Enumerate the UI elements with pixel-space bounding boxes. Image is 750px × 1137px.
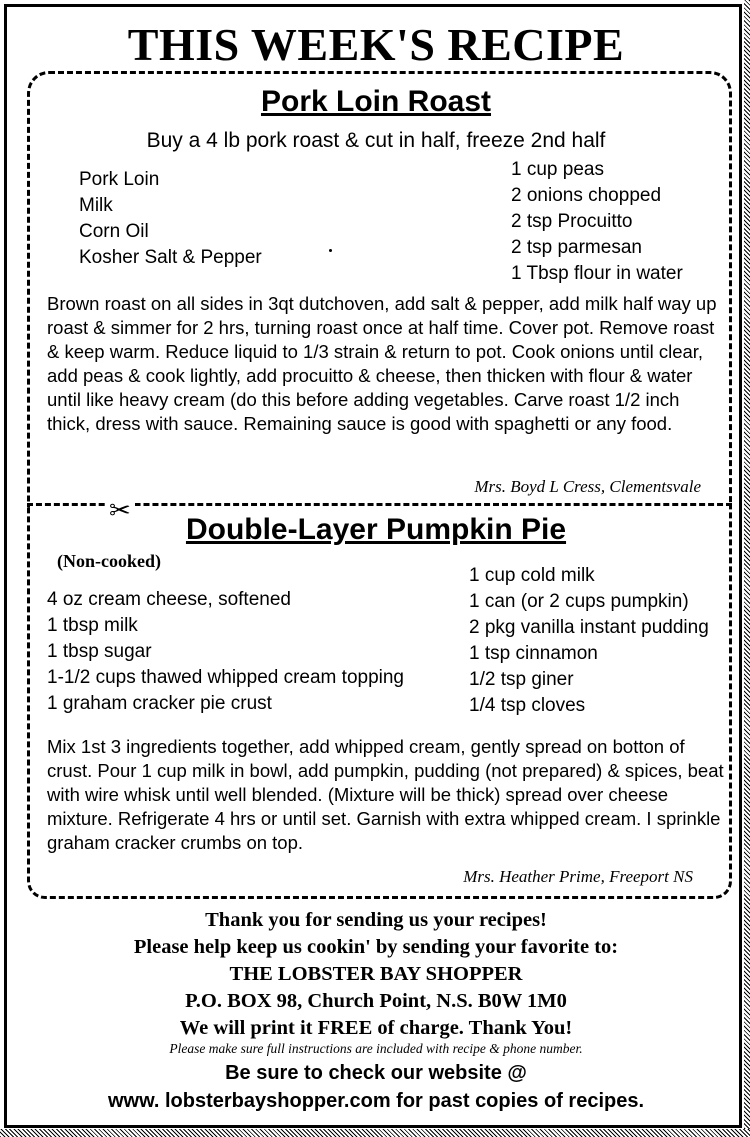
ingredient: Corn Oil bbox=[79, 221, 149, 242]
recipe1-title: Pork Loin Roast bbox=[260, 85, 492, 118]
footer-note: Please make sure full instructions are included with recipe & phone number. bbox=[169, 1041, 583, 1056]
ingredient: 2 tsp parmesan bbox=[511, 237, 642, 258]
footer-message bbox=[7, 907, 745, 1042]
ingredient: Kosher Salt & Pepper bbox=[79, 247, 262, 268]
page-title: THIS WEEK'S RECIPE bbox=[127, 19, 625, 70]
recipe1-right-ingredients bbox=[511, 157, 683, 287]
ingredient: 1-1/2 cups thawed whipped cream topping bbox=[47, 667, 405, 688]
recipe1-subtitle: Buy a 4 lb pork roast & cut in half, freeze 2nd half bbox=[146, 129, 606, 152]
recipe2-left-ingredients bbox=[47, 587, 404, 717]
ingredient: 2 pkg vanilla instant pudding bbox=[469, 617, 709, 638]
footer-line: Thank you for sending us your recipes! bbox=[205, 909, 547, 931]
ingredient: Pork Loin bbox=[79, 169, 160, 190]
ingredient: 1 tsp cinnamon bbox=[469, 643, 598, 664]
website-line: Be sure to check our website @ bbox=[225, 1062, 527, 1084]
ingredient: 1 can (or 2 cups pumpkin) bbox=[469, 591, 689, 612]
recipe2-right-ingredients bbox=[469, 563, 709, 719]
ingredient: 1/4 tsp cloves bbox=[469, 695, 586, 716]
ingredient: 1 graham cracker pie crust bbox=[47, 693, 272, 714]
recipe1-signature: Mrs. Boyd L Cress, Clementsvale bbox=[474, 477, 701, 496]
recipe2-signature: Mrs. Heather Prime, Freeport NS bbox=[463, 867, 693, 886]
ingredient: 1 Tbsp flour in water bbox=[511, 263, 683, 284]
ingredient: 1 tbsp sugar bbox=[47, 641, 152, 662]
footer-line: We will print it FREE of charge. Thank You! bbox=[179, 1017, 573, 1039]
ingredient: 1 cup peas bbox=[511, 159, 604, 180]
ingredient: 4 oz cream cheese, softened bbox=[47, 589, 291, 610]
website-url-line: www. lobsterbayshopper.com for past copies of recipes. bbox=[107, 1090, 645, 1112]
recipe2-note: (Non-cooked) bbox=[57, 551, 161, 571]
recipe2-title: Double-Layer Pumpkin Pie bbox=[185, 513, 567, 546]
footer-line: Please help keep us cookin' by sending your favorite to: bbox=[133, 936, 619, 958]
ingredient: Milk bbox=[79, 195, 113, 216]
scissors-icon: ✂ bbox=[105, 497, 135, 523]
footer-line: THE LOBSTER BAY SHOPPER bbox=[229, 963, 523, 985]
ingredient: 1/2 tsp giner bbox=[469, 669, 574, 690]
ingredient: 2 onions chopped bbox=[511, 185, 662, 206]
recipe1-left-ingredients bbox=[79, 167, 262, 271]
page-frame bbox=[4, 4, 742, 1128]
page-edge-right bbox=[744, 0, 750, 1137]
page-edge-bottom bbox=[0, 1129, 750, 1137]
recipe2-instructions: Mix 1st 3 ingredients together, add whipped cream, gently spread on botton of crust. Pour 1 cup milk in bowl, add pumpkin, pudding (not prepared) & spices, beat with wire whisk until well blended. (Mixture will be thick) spread over cheese mixture. Refrigerate 4 hrs or until set. Garnish with extra whipped cream. I sprinkle graham cracker crumbs on top. bbox=[47, 736, 724, 853]
ingredient: 1 cup cold milk bbox=[469, 565, 595, 586]
recipe1-instructions: Brown roast on all sides in 3qt dutchoven, add salt & pepper, add milk half way up roast & simmer for 2 hrs, turning roast once at half time. Cover pot. Remove roast & keep warm. Reduce liquid to 1/3 strain & return to pot. Cook onions until clear, add peas & cook lightly, add procuitto & cheese, then thicken with flour & water until like heavy cream (do this before adding vegetables. Carve roast 1/2 inch thick, dress with sauce. Remaining sauce is good with spaghetti or any food. bbox=[47, 293, 717, 434]
ingredient: 2 tsp Procuitto bbox=[511, 211, 633, 232]
footer-line: P.O. BOX 98, Church Point, N.S. B0W 1M0 bbox=[185, 990, 567, 1012]
website-block bbox=[7, 1059, 745, 1115]
ink-speck bbox=[329, 249, 332, 252]
ingredient: 1 tbsp milk bbox=[47, 615, 138, 636]
